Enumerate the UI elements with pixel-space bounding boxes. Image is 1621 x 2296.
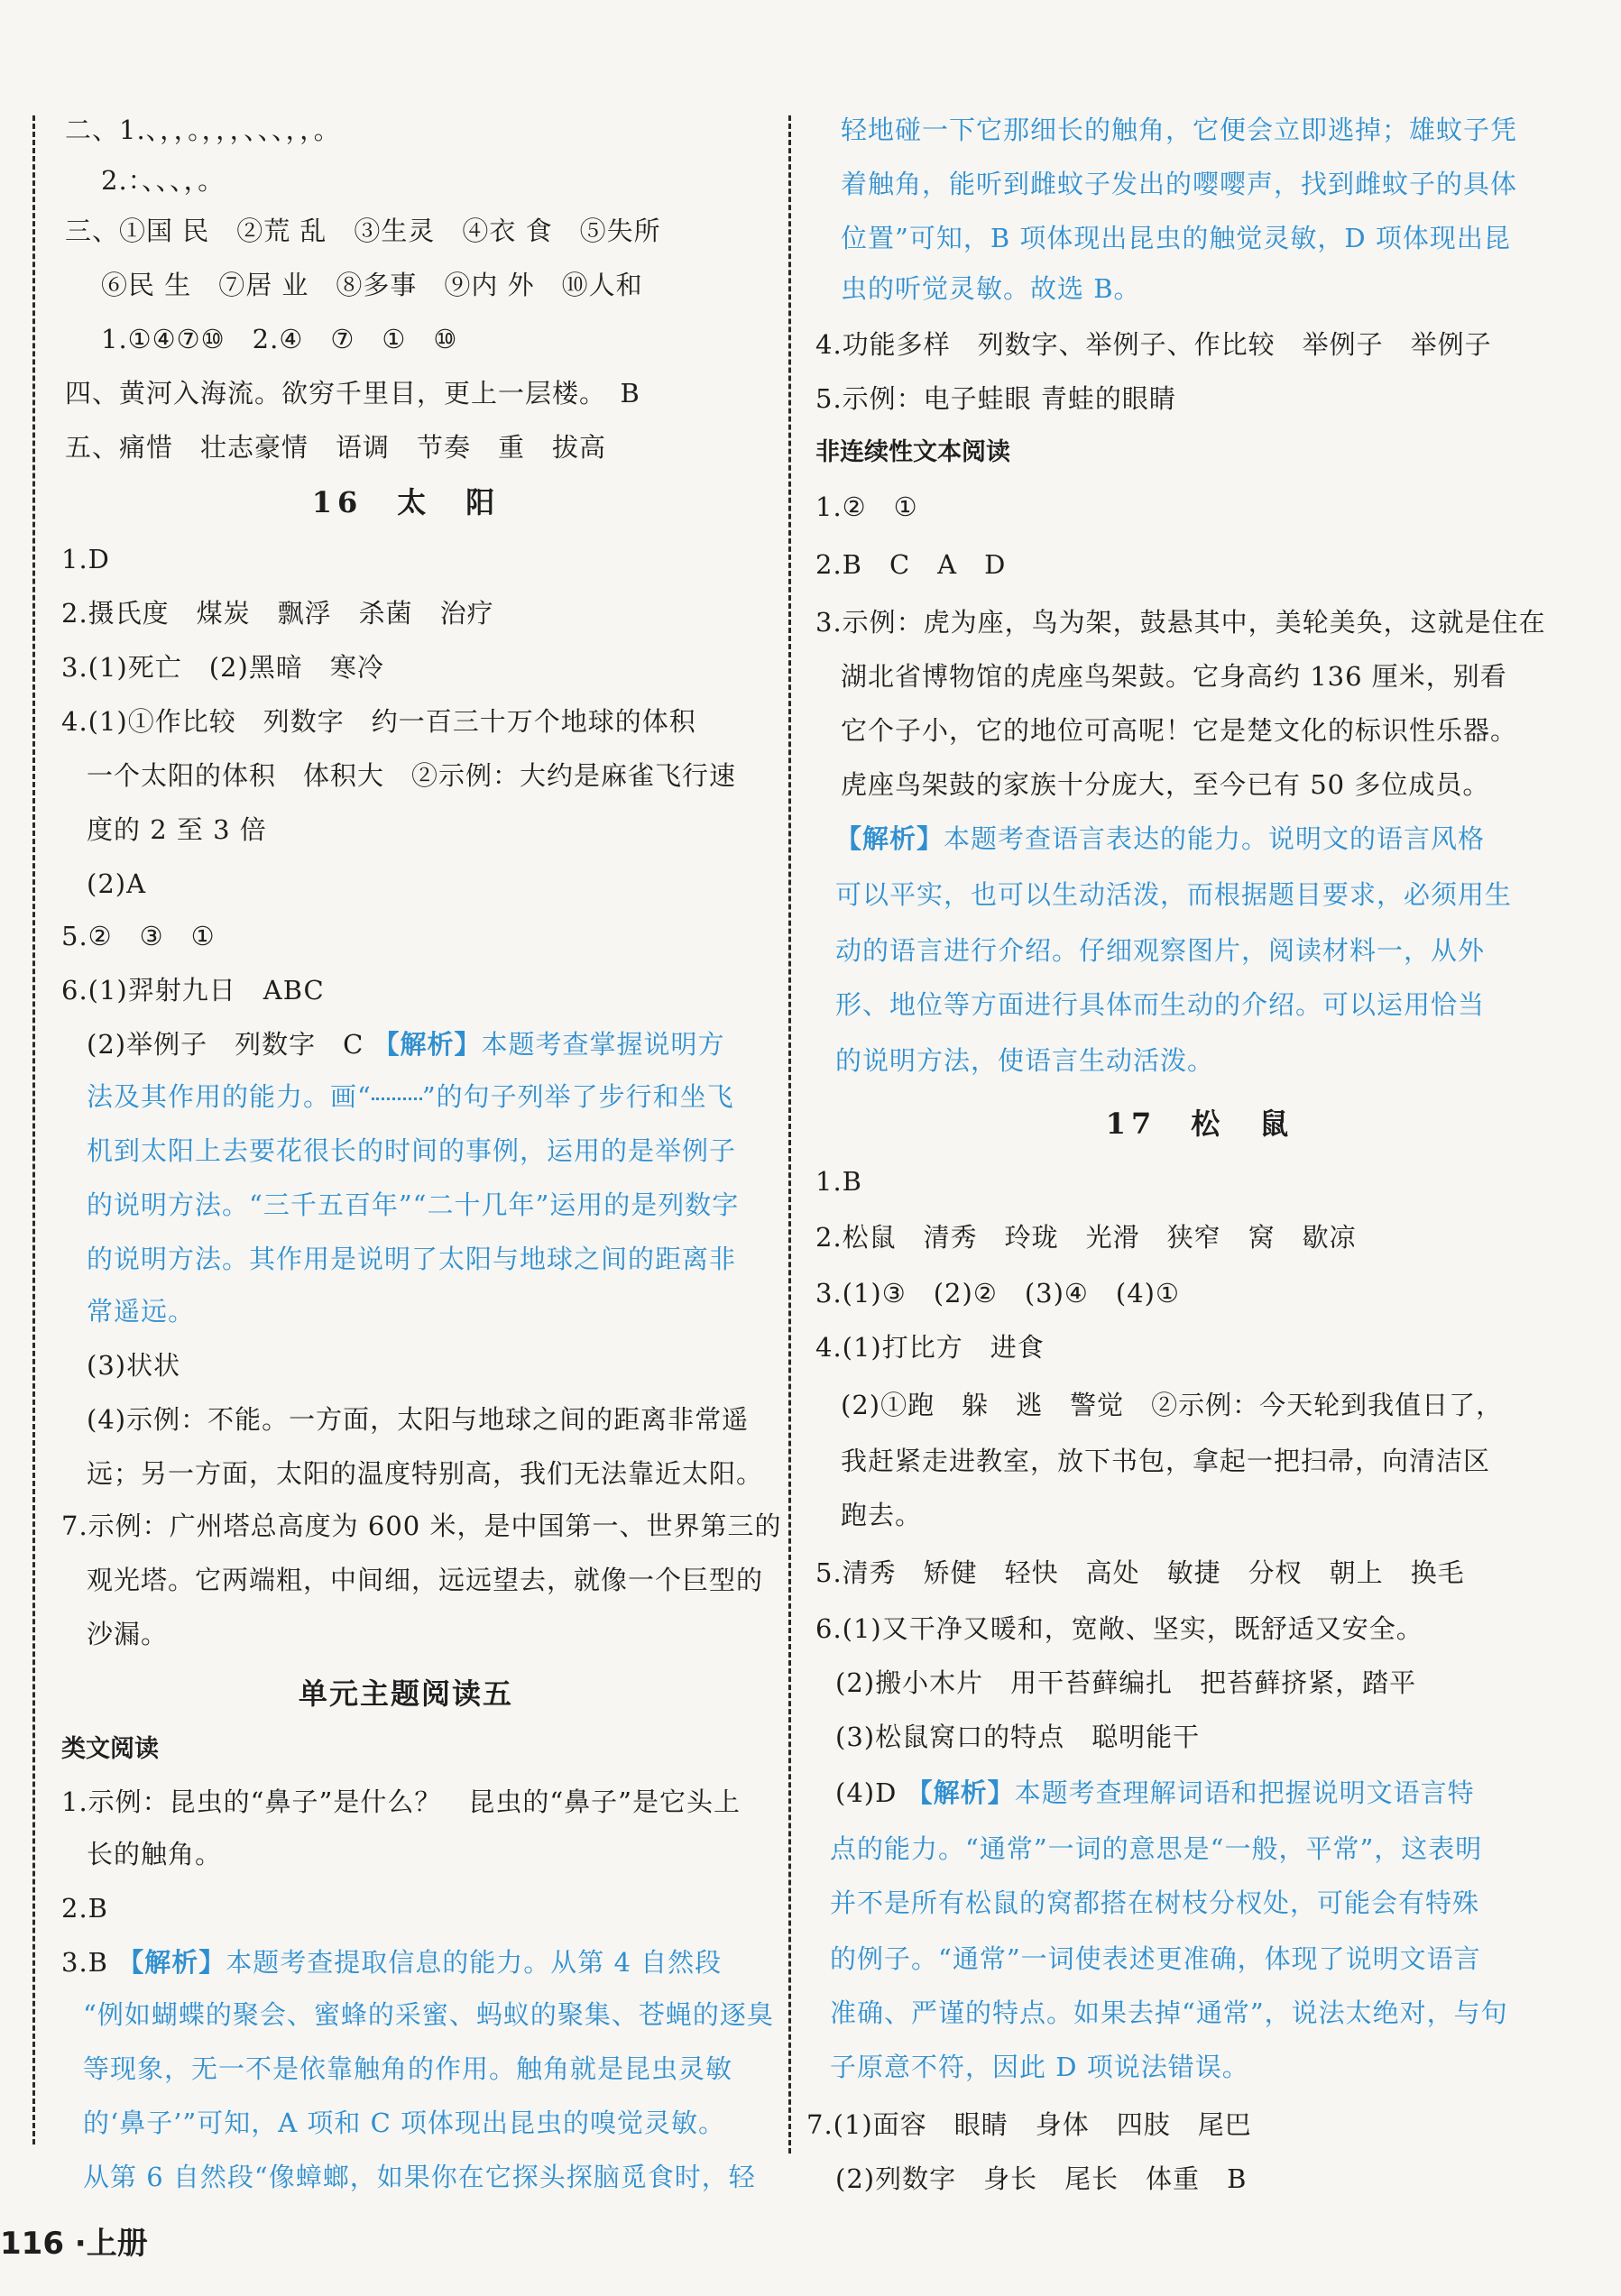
answer-line: 3.(1)③ (2)② (3)④ (4)① [815,1278,1180,1309]
analysis-line: 从第 6 自然段“像蟑螂，如果你在它探头探脑觅食时，轻 [83,2162,756,2192]
answer-line: 虎座鸟架鼓的家族十分庞大，至今已有 50 多位成员。 [841,769,1490,800]
analysis-line: “例如蝴蝶的聚会、蜜蜂的采蜜、蚂蚁的聚集、苍蝇的逐臭 [83,1999,774,2030]
answer-line: 1.② ① [815,491,918,522]
answer-line: 它个子小，它的地位可高呢！它是楚文化的标识性乐器。 [841,715,1518,746]
analysis-tag: 【解析】 [117,1947,226,1978]
answer-line: 2.松鼠 清秀 玲珑 光滑 狭窄 窝 歇凉 [815,1222,1357,1253]
analysis-line: 虫的听觉灵敏。故选 B。 [841,273,1141,304]
answer-line: (2)A [87,868,147,899]
answer-line: 7.示例：广州塔总高度为 600 米，是中国第一、世界第三的 [61,1511,782,1541]
answer-line: (2)列数字 身长 尾长 体重 B [835,2163,1248,2194]
analysis-line: 并不是所有松鼠的窝都搭在树枝分杈处，可能会有特殊 [830,1887,1480,1918]
analysis-line: 常遥远。 [87,1296,196,1327]
answer-line: 5.清秀 矫健 轻快 高处 敏捷 分杈 朝上 换毛 [815,1557,1465,1588]
analysis-line: 位置”可知，B 项体现出昆虫的触觉灵敏，D 项体现出昆 [841,223,1511,253]
answer-line: 6.(1)又干净又暖和，宽敞、坚实，既舒适又安全。 [815,1613,1423,1644]
answer-line: 度的 2 至 3 倍 [87,814,267,845]
analysis-line: 的说明方法。“三千五百年”“二十几年”运用的是列数字 [87,1189,740,1220]
answer-line: 四、黄河入海流。欲穷千里目，更上一层楼。 B [65,378,640,409]
answer-line: 1.示例：昆虫的“鼻子”是什么？ 昆虫的“鼻子”是它头上 [61,1786,741,1817]
answer-line: 4.(1)①作比较 列数字 约一百三十万个地球的体积 [61,706,696,737]
answer-line: 1.B [815,1166,862,1197]
wavy-underline-mark [372,1097,422,1100]
answer-line: 4.功能多样 列数字、举例子、作比较 举例子 举例子 [815,329,1492,360]
answer-line: 4.(1)打比方 进食 [815,1332,1045,1363]
page-number: 116 ·上册 [0,2226,148,2262]
answer-line: 五、痛惜 壮志豪情 语调 节奏 重 拔高 [65,432,607,463]
answer-line: (4)示例：不能。一方面，太阳与地球之间的距离非常遥 [87,1404,750,1435]
column-divider-right [788,115,791,2154]
answer-line: ⑥民 生 ⑦居 业 ⑧多事 ⑨内 外 ⑩人和 [101,270,643,300]
answer-line: (3)松鼠窝口的特点 聪明能干 [835,1722,1201,1752]
answer-line: 1.①④⑦⑩ 2.④ ⑦ ① ⑩ [101,324,458,354]
answer-line: (2)搬小木片 用干苔藓编扎 把苔藓挤紧，踏平 [835,1667,1417,1698]
answer-line: 湖北省博物馆的虎座鸟架鼓。它身高约 136 厘米，别看 [841,661,1507,692]
answer-line: 三、①国 民 ②荒 乱 ③生灵 ④衣 食 ⑤失所 [65,216,661,246]
answer-line: 5.② ③ ① [61,921,216,951]
answer-line: 跑去。 [841,1500,923,1530]
answer-line: 7.(1)面容 眼睛 身体 四肢 尾巴 [806,2109,1252,2140]
analysis-line: 的‘鼻子’”可知，A 项和 C 项体现出昆虫的嗅觉灵敏。 [83,2108,726,2138]
answer-line: 6.(1)羿射九日 ABC [61,975,325,1006]
answer-line: 沙漏。 [87,1619,169,1649]
analysis-line: 着触角，能听到雌蚊子发出的嘤嘤声，找到雌蚊子的具体 [841,169,1518,199]
answer-line: 2.B [61,1893,108,1924]
lesson-title-16: 16 太 阳 [311,485,501,519]
answer-line: 5.示例：电子蛙眼 青蛙的眼睛 [815,383,1176,414]
analysis-line: 子原意不符，因此 D 项说法错误。 [830,2052,1249,2082]
lesson-title-17: 17 松 鼠 [1105,1107,1294,1141]
analysis-tag: 【解析】 [906,1777,1015,1808]
analysis-line: 准确、严谨的特点。如果去掉“通常”，说法太绝对，与句 [830,1998,1508,2028]
answer-line: 3.B 【解析】本题考查提取信息的能力。从第 4 自然段 [61,1947,723,1978]
section-title: 非连续性文本阅读 [815,438,1010,466]
answer-line: (4)D 【解析】本题考查理解词语和把握说明文语言特 [835,1777,1475,1808]
answer-line: 2.：、、、，。 [101,165,226,196]
answer-line: 二、1.、，，。，，，、、、，，。 [65,115,341,145]
section-title: 类文阅读 [61,1735,159,1763]
analysis-line: 动的语言进行介绍。仔细观察图片，阅读材料一，从外 [835,935,1486,966]
analysis-tag: 【解析】 [835,823,944,854]
analysis-line: 【解析】本题考查语言表达的能力。说明文的语言风格 [835,823,1486,854]
analysis-line: 可以平实，也可以生动活泼，而根据题目要求，必须用生 [835,879,1513,910]
answer-line: 3.(1)死亡 (2)黑暗 寒冷 [61,652,384,683]
analysis-line: 的说明方法。其作用是说明了太阳与地球之间的距离非 [87,1244,737,1274]
answer-line: 2.B C A D [815,549,1007,580]
analysis-line: 的例子。“通常”一词使表述更准确，体现了说明文语言 [830,1943,1481,1974]
answer-line: 远；另一方面，太阳的温度特别高，我们无法靠近太阳。 [87,1458,764,1489]
answer-line: (2)①跑 躲 逃 警觉 ②示例：今天轮到我值日了， [841,1390,1504,1420]
analysis-line: 等现象，无一不是依靠触角的作用。触角就是昆虫灵敏 [83,2053,733,2084]
answer-line: 2.摄氏度 煤炭 飘浮 杀菌 治疗 [61,598,494,629]
answer-line: (2)举例子 列数字 C 【解析】本题考查掌握说明方 [87,1029,725,1060]
answer-line: 1.D [61,544,110,574]
analysis-line: 的说明方法，使语言生动活泼。 [835,1045,1215,1076]
answer-line: 一个太阳的体积 体积大 ②示例：大约是麻雀飞行速 [87,760,737,791]
answer-line: (3)状状 [87,1350,181,1381]
analysis-line: 法及其作用的能力。画“ ”的句子列举了步行和坐飞 [87,1081,734,1112]
column-divider-left [32,115,35,2144]
unit-reading-title: 单元主题阅读五 [298,1676,513,1711]
analysis-line: 点的能力。“通常”一词的意思是“一般，平常”，这表明 [830,1833,1483,1864]
analysis-line: 形、地位等方面进行具体而生动的介绍。可以运用恰当 [835,989,1486,1020]
answer-line: 长的触角。 [87,1839,223,1869]
analysis-line: 轻地碰一下它那细长的触角，它便会立即逃掉；雄蚊子凭 [841,115,1518,145]
answer-line: 观光塔。它两端粗，中间细，远远望去，就像一个巨型的 [87,1565,764,1595]
analysis-tag: 【解析】 [373,1029,482,1060]
answer-line: 我赶紧走进教室，放下书包，拿起一把扫帚，向清洁区 [841,1446,1491,1476]
answer-line: 3.示例：虎为座，鸟为架，鼓悬其中，美轮美奂，这就是住在 [815,607,1546,638]
analysis-line: 机到太阳上去要花很长的时间的事例，运用的是举例子 [87,1135,737,1166]
